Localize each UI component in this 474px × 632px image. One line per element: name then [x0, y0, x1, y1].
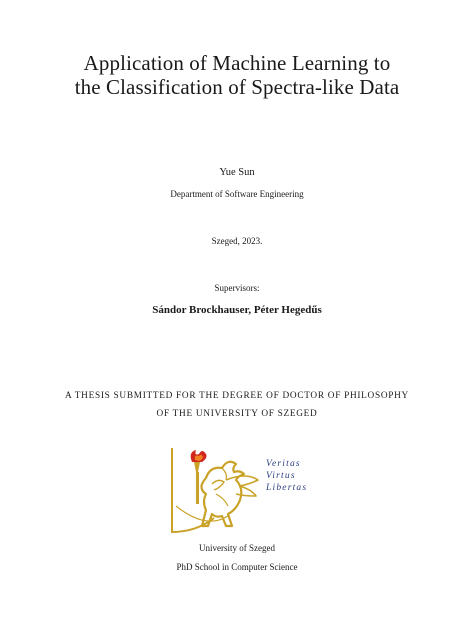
motto-veritas: Veritas — [266, 459, 301, 469]
motto-libertas: Libertas — [266, 483, 308, 493]
thesis-statement-line-1: A THESIS SUBMITTED FOR THE DEGREE OF DOCTOR OF PHILOSOPHY — [65, 391, 409, 401]
phd-school: PhD School in Computer Science — [176, 562, 298, 572]
title-line-1: Application of Machine Learning to — [83, 51, 391, 75]
thesis-statement-line-2: OF THE UNIVERSITY OF SZEGED — [156, 409, 318, 419]
motto-virtus: Virtus — [266, 471, 296, 481]
department: Department of Software Engineering — [170, 189, 304, 199]
supervisors-names: Sándor Brockhauser, Péter Hegedűs — [152, 304, 322, 316]
supervisors-label: Supervisors: — [214, 283, 260, 293]
author-name: Yue Sun — [219, 167, 255, 178]
place-date: Szeged, 2023. — [211, 236, 263, 246]
title-line-2: the Classification of Spectra-like Data — [74, 75, 400, 99]
university-name: University of Szeged — [199, 543, 275, 553]
